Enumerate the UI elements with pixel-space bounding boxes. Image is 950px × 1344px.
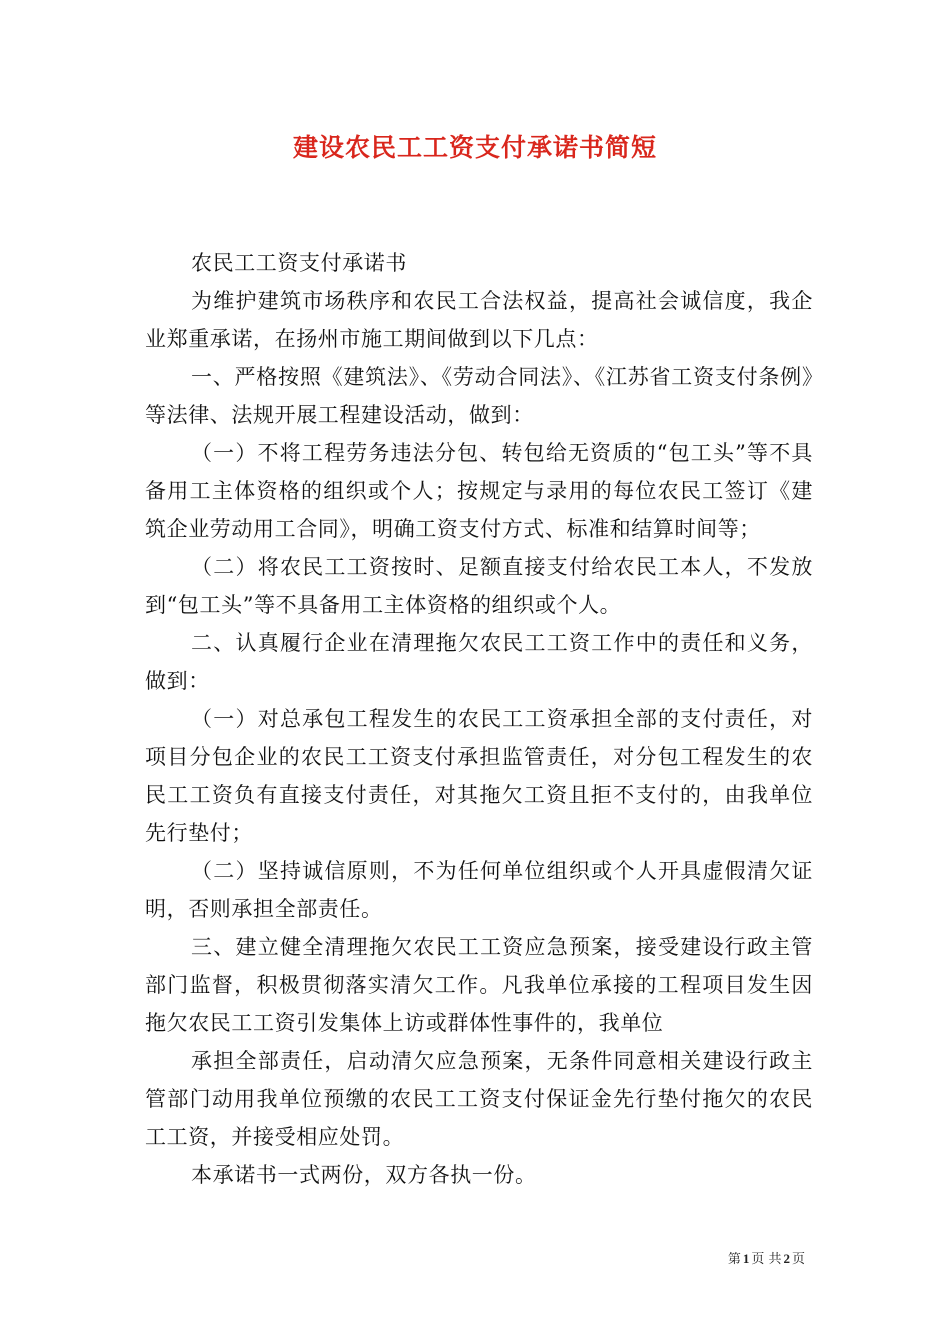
document-title: 建设农民工工资支付承诺书简短 (292, 133, 657, 162)
footer-current-page: 1 (742, 1251, 750, 1266)
footer-middle: 页 共 (751, 1252, 782, 1267)
paragraph-section-1-item-2: （二）将农民工工资按时、足额直接支付给农民工本人，不发放到“包工头”等不具备用工主体资格的组织或个人。 (145, 555, 813, 617)
paragraph-section-3-continued: 承担全部责任，启动清欠应急预案，无条件同意相关建设行政主管部门动用我单位预缴的农民工工资支付保证金先行垫付拖欠的农民工工资，并接受相应处罚。 (145, 1049, 813, 1149)
footer-prefix: 第 (727, 1252, 741, 1267)
footer-total-pages: 2 (783, 1251, 790, 1266)
paragraph-section-1-item-1: （一）不将工程劳务违法分包、转包给无资质的“包工头”等不具备用工主体资格的组织或个人；按规定与录用的每位农民工签订《建筑企业劳动用工合同》，明确工资支付方式、标准和结算时间等； (145, 441, 813, 541)
page-number-footer (728, 1248, 805, 1267)
paragraph-heading: 农民工工资支付承诺书 (191, 251, 407, 275)
paragraph-section-2-item-2: （二）坚持诚信原则，不为任何单位组织或个人开具虚假清欠证明，否则承担全部责任。 (145, 859, 813, 921)
paragraph-intro: 为维护建筑市场秩序和农民工合法权益，提高社会诚信度，我企业郑重承诺，在扬州市施工期间做到以下几点： (145, 289, 813, 351)
document-body (145, 244, 813, 1194)
paragraph-section-3: 三、建立健全清理拖欠农民工工资应急预案，接受建设行政主管部门监督，积极贯彻落实清欠工作。凡我单位承接的工程项目发生因拖欠农民工工资引发集体上访或群体性事件的，我单位 (145, 935, 813, 1035)
paragraph-section-2: 二、认真履行企业在清理拖欠农民工工资工作中的责任和义务，做到： (145, 631, 813, 693)
paragraph-section-2-item-1: （一）对总承包工程发生的农民工工资承担全部的支付责任，对项目分包企业的农民工工资支付承担监管责任，对分包工程发生的农民工工资负有直接支付责任，对其拖欠工资且拒不支付的，由我单位先行垫付； (145, 707, 813, 845)
footer-suffix: 页 (791, 1252, 805, 1267)
paragraph-closing: 本承诺书一式两份，双方各执一份。 (191, 1163, 537, 1187)
paragraph-section-1: 一、严格按照《建筑法》、《劳动合同法》、《江苏省工资支付条例》等法律、法规开展工程建设活动，做到： (145, 365, 813, 427)
